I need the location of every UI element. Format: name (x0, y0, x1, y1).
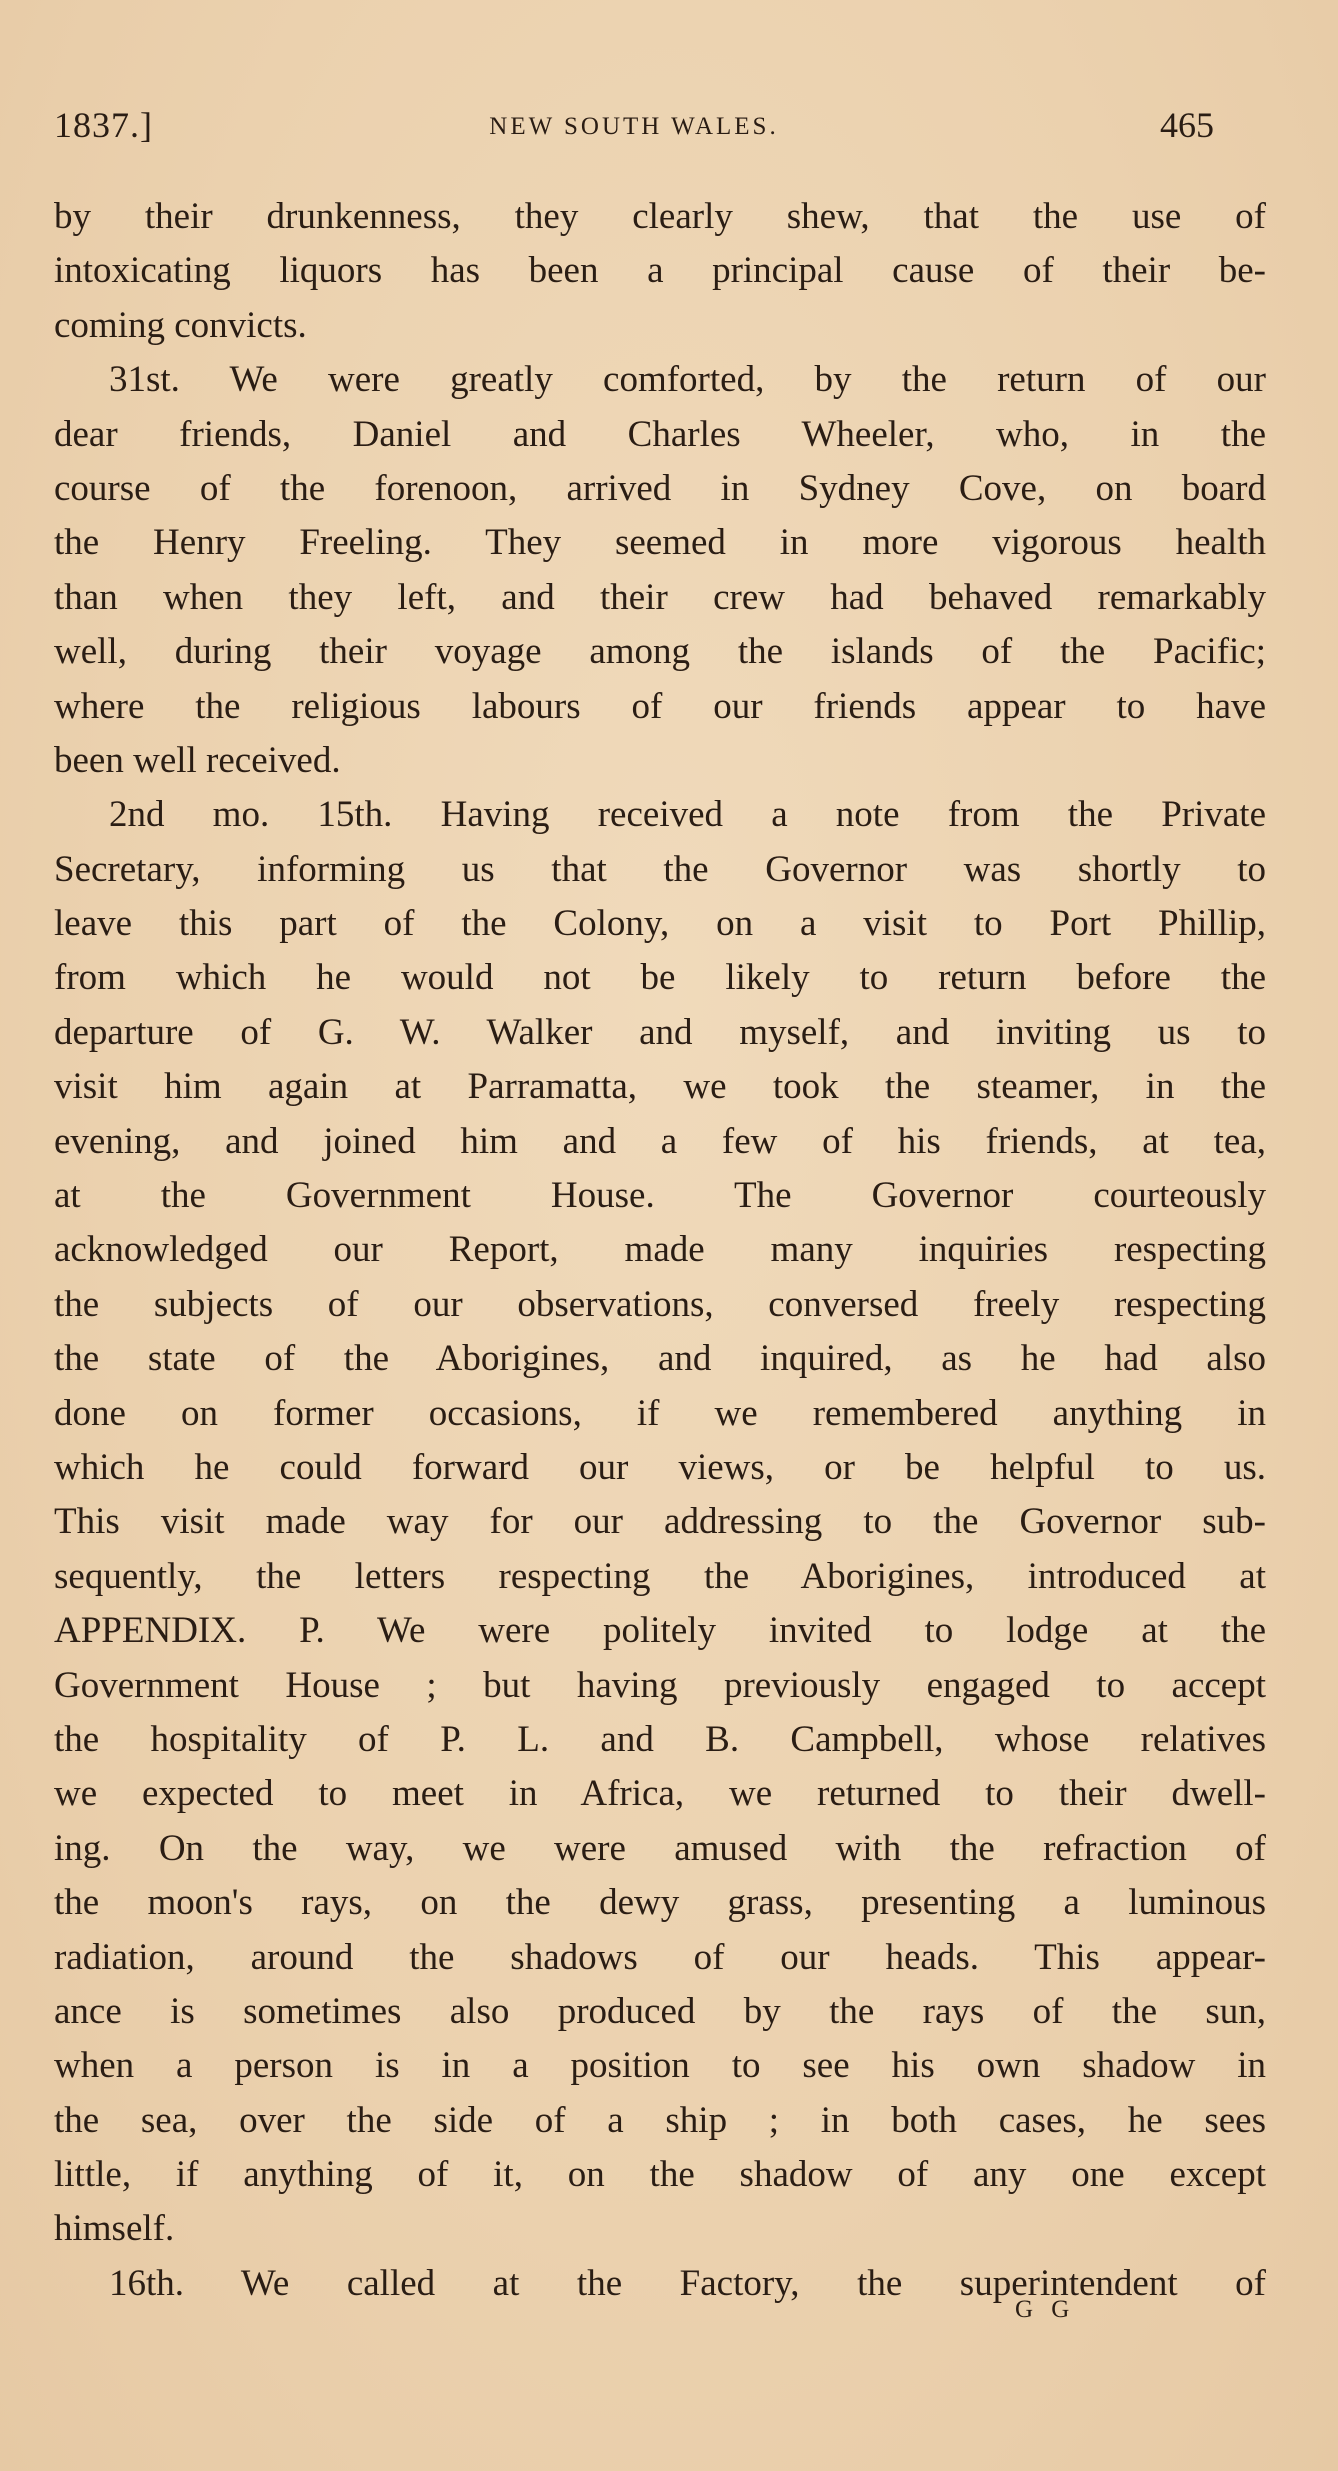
signature-mark: G G (1015, 2296, 1076, 2323)
text-line: 31st. We were greatly comforted, by the return of our (109, 359, 1266, 401)
text-line: been well received. (54, 739, 341, 781)
header-title: NEW SOUTH WALES. (489, 113, 779, 140)
text-line: the Henry Freeling. They seemed in more vigorous health (54, 522, 1266, 564)
text-line: we expected to meet in Africa, we returned to their dwell- (54, 1773, 1266, 1815)
text-line: leave this part of the Colony, on a visit to Port Phillip, (54, 903, 1266, 945)
text-line: intoxicating liquors has been a principal cause of their be- (54, 250, 1266, 292)
text-line: dear friends, Daniel and Charles Wheeler, who, in the (54, 413, 1266, 455)
text-line: which he could forward our views, or be helpful to us. (54, 1446, 1266, 1488)
text-line: acknowledged our Report, made many inquiries respecting (54, 1229, 1266, 1271)
body-text (54, 190, 1266, 2311)
running-header (54, 95, 1214, 155)
text-line: Secretary, informing us that the Governor was shortly to (54, 848, 1266, 890)
text-line: sequently, the letters respecting the Aborigines, introduced at (54, 1555, 1266, 1597)
text-line: departure of G. W. Walker and myself, and inviting us to (54, 1011, 1266, 1053)
text-line: the moon's rays, on the dewy grass, presenting a luminous (54, 1882, 1266, 1924)
text-line: course of the forenoon, arrived in Sydney Cove, on board (54, 467, 1266, 509)
text-line: the hospitality of P. L. and B. Campbell, whose relatives (54, 1718, 1266, 1760)
text-line: coming convicts. (54, 304, 307, 346)
text-line: by their drunkenness, they clearly shew, that the use of (54, 196, 1266, 237)
text-line: Government House ; but having previously engaged to accept (54, 1664, 1266, 1706)
text-line: ing. On the way, we were amused with the refraction of (54, 1827, 1266, 1869)
text-line: evening, and joined him and a few of his friends, at tea, (54, 1120, 1266, 1162)
page-number: 465 (1160, 105, 1214, 145)
text-line: the subjects of our observations, conversed freely respecting (54, 1283, 1266, 1325)
text-line: ance is sometimes also produced by the rays of the sun, (54, 1990, 1266, 2032)
text-line: little, if anything of it, on the shadow of any one except (54, 2154, 1266, 2196)
text-line: than when they left, and their crew had behaved remarkably (54, 576, 1266, 618)
text-line: where the religious labours of our friends appear to have (54, 685, 1266, 727)
text-line: 16th. We called at the Factory, the superintendent of (109, 2262, 1266, 2304)
text-line: 2nd mo. 15th. Having received a note from the Private (109, 794, 1266, 836)
text-line: radiation, around the shadows of our heads. This appear- (54, 1936, 1266, 1978)
text-line: the state of the Aborigines, and inquired, as he had also (54, 1338, 1266, 1380)
header-year: 1837.] (54, 105, 153, 145)
text-line: the sea, over the side of a ship ; in both cases, he sees (54, 2099, 1266, 2141)
text-line: This visit made way for our addressing to the Governor sub- (54, 1501, 1266, 1543)
text-line: visit him again at Parramatta, we took the steamer, in the (54, 1066, 1266, 1108)
text-line: at the Government House. The Governor courteously (54, 1175, 1266, 1217)
text-line: done on former occasions, if we remembered anything in (54, 1392, 1266, 1434)
text-line: well, during their voyage among the islands of the Pacific; (54, 631, 1266, 673)
text-line: when a person is in a position to see his own shadow in (54, 2045, 1266, 2087)
text-line: APPENDIX. P. We were politely invited to lodge at the (54, 1610, 1266, 1652)
text-line: himself. (54, 2208, 175, 2250)
text-line: from which he would not be likely to return before the (54, 957, 1266, 999)
